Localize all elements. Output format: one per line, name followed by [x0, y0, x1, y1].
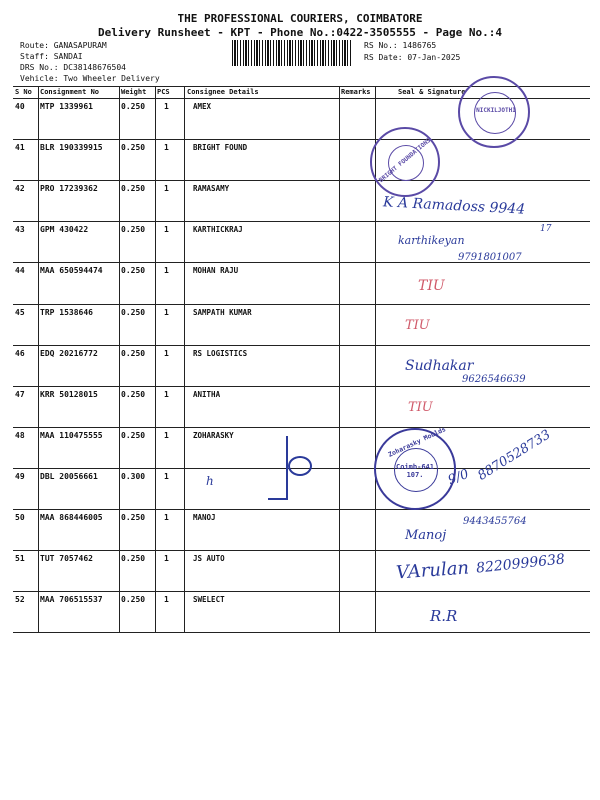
cell-weight: 0.250: [121, 102, 146, 111]
cell-weight: 0.250: [121, 430, 146, 440]
table-column-line: [155, 86, 156, 632]
table-row-line: [13, 427, 590, 428]
cell-consignee: BRIGHT FOUND: [193, 143, 248, 153]
drs-label: DRS No.: DC38148676504: [20, 63, 126, 72]
cell-consignment: MAA 868446005: [40, 513, 103, 522]
table-row-line: [13, 221, 590, 222]
runsheet-subtitle: Delivery Runsheet - KPT - Phone No.:0422-3505555 - Page No.:4: [98, 26, 502, 39]
cell-consignee: RS LOGISTICS: [193, 348, 248, 358]
table-column-line: [339, 86, 340, 632]
cell-sno: 51: [15, 554, 25, 564]
col-consignment: Consignment No: [40, 88, 100, 96]
signature-42-extra: 17: [540, 224, 552, 234]
cell-consignee: ZOHARASKY: [193, 430, 234, 440]
company-title: THE PROFESSIONAL COURIERS, COIMBATORE: [177, 12, 423, 25]
pen-bracket-mark: [268, 436, 288, 500]
table-column-line: [119, 86, 120, 632]
cell-consignee: MOHAN RAJU: [193, 266, 239, 276]
cell-consignee: RAMASAMY: [193, 184, 230, 194]
cell-consignee: AMEX: [193, 102, 212, 111]
cell-weight: 0.250: [121, 389, 146, 399]
col-weight: Weight: [121, 88, 147, 96]
cell-sno: 45: [15, 307, 25, 317]
signature-49-c: 9/0: [446, 466, 471, 489]
cell-sno: 46: [15, 348, 25, 358]
table-row-line: [13, 345, 590, 346]
cell-pcs: 1: [164, 143, 169, 153]
cell-sno: 41: [15, 143, 25, 153]
rs-date: RS Date: 07-Jan-2025: [364, 53, 461, 62]
cell-weight: 0.300: [121, 471, 146, 481]
signature-49-b: 8870528733: [475, 427, 554, 484]
col-pcs: PCS: [157, 88, 170, 96]
cell-weight: 0.250: [121, 513, 146, 522]
bright-foundations-stamp: BRIGHT FOUNDATIONS: [370, 127, 440, 197]
staff-label: Staff: SANDAI: [20, 52, 83, 61]
signature-46-name: Sudhakar: [405, 358, 474, 374]
signature-42: K A Ramadoss 9944: [382, 194, 526, 218]
cell-weight: 0.250: [121, 225, 146, 235]
cell-weight: 0.250: [121, 307, 146, 317]
cell-sno: 44: [15, 266, 25, 276]
cell-pcs: 1: [164, 225, 169, 235]
signature-50-phone: 9443455764: [463, 516, 527, 527]
cell-consignment: KRR 50128015: [40, 389, 98, 399]
cell-sno: 47: [15, 389, 25, 399]
signature-51-phone: 8220999638: [475, 551, 566, 577]
barcode: [232, 40, 352, 66]
cell-weight: 0.250: [121, 143, 146, 153]
table-row-line: [13, 632, 590, 633]
table-row-line: [13, 591, 590, 592]
cell-weight: 0.250: [121, 184, 146, 194]
col-consignee: Consignee Details: [187, 88, 259, 96]
cell-pcs: 1: [164, 471, 169, 481]
cell-sno: 40: [15, 102, 25, 111]
table-row-line: [13, 180, 590, 181]
cell-consignee: JS AUTO: [193, 554, 225, 564]
cell-consignee: SWELECT: [193, 595, 225, 605]
cell-consignment: TRP 1538646: [40, 307, 93, 317]
cell-sno: 42: [15, 184, 25, 194]
signature-51-name: VArulan: [395, 557, 470, 584]
cell-consignee: KARTHICKRAJ: [193, 225, 243, 235]
cell-consignment: PRO 17239362: [40, 184, 98, 194]
table-column-line: [184, 86, 185, 632]
signature-44: TIU: [418, 278, 445, 294]
table-row-line: [13, 304, 590, 305]
table-row-line: [13, 550, 590, 551]
cell-consignment: BLR 190339915: [40, 143, 103, 153]
signature-43-phone: 9791801007: [458, 252, 522, 263]
col-remarks: Remarks: [341, 88, 371, 96]
cell-consignment: EDQ 20216772: [40, 348, 98, 358]
cell-pcs: 1: [164, 554, 169, 564]
signature-46-phone: 9626546639: [462, 374, 526, 385]
cell-consignment: TUT 7057462: [40, 554, 93, 564]
cell-pcs: 1: [164, 266, 169, 276]
cell-consignee: MANOJ: [193, 513, 216, 522]
table-row-line: [13, 509, 590, 510]
signature-47: TIU: [408, 400, 433, 415]
cell-sno: 48: [15, 430, 25, 440]
table-row-line: [13, 386, 590, 387]
cell-pcs: 1: [164, 307, 169, 317]
cell-weight: 0.250: [121, 554, 146, 564]
col-seal: Seal & Signature: [398, 88, 466, 96]
cell-pcs: 1: [164, 595, 169, 605]
cell-weight: 0.250: [121, 266, 146, 276]
signature-49-a: h: [206, 474, 214, 488]
cell-pcs: 1: [164, 430, 169, 440]
cell-sno: 43: [15, 225, 25, 235]
zoharasky-stamp: Zoharasky Moulds Coimb-641 107.: [374, 428, 456, 510]
cell-pcs: 1: [164, 389, 169, 399]
rs-number: RS No.: 1486765: [364, 41, 437, 50]
pen-circle-mark: [288, 456, 312, 476]
cell-sno: 49: [15, 471, 25, 481]
cell-pcs: 1: [164, 102, 169, 111]
cell-sno: 50: [15, 513, 25, 522]
cell-pcs: 1: [164, 348, 169, 358]
cell-consignment: MTP 1339961: [40, 102, 93, 111]
cell-consignee: SAMPATH KUMAR: [193, 307, 252, 317]
table-column-line: [38, 86, 39, 632]
cell-consignment: MAA 706515537: [40, 595, 103, 605]
signature-43-name: karthikeyan: [398, 234, 465, 247]
cell-consignment: MAA 110475555: [40, 430, 103, 440]
vehicle-label: Vehicle: Two Wheeler Delivery: [20, 74, 160, 83]
cell-weight: 0.250: [121, 595, 146, 605]
cell-consignee: ANITHA: [193, 389, 221, 399]
cell-sno: 52: [15, 595, 25, 605]
signature-50-name: Manoj: [405, 528, 447, 543]
route-label: Route: GANASAPURAM: [20, 41, 107, 50]
cell-consignment: MAA 650594474: [40, 266, 103, 276]
signature-45: TIU: [405, 318, 430, 333]
cell-consignment: GPM 430422: [40, 225, 89, 235]
col-sno: S No: [15, 88, 32, 96]
company-seal-stamp: NICKILJOTHI: [458, 76, 530, 148]
cell-pcs: 1: [164, 184, 169, 194]
cell-consignment: DBL 20056661: [40, 471, 98, 481]
cell-pcs: 1: [164, 513, 169, 522]
signature-52: R.R: [430, 607, 458, 625]
cell-weight: 0.250: [121, 348, 146, 358]
